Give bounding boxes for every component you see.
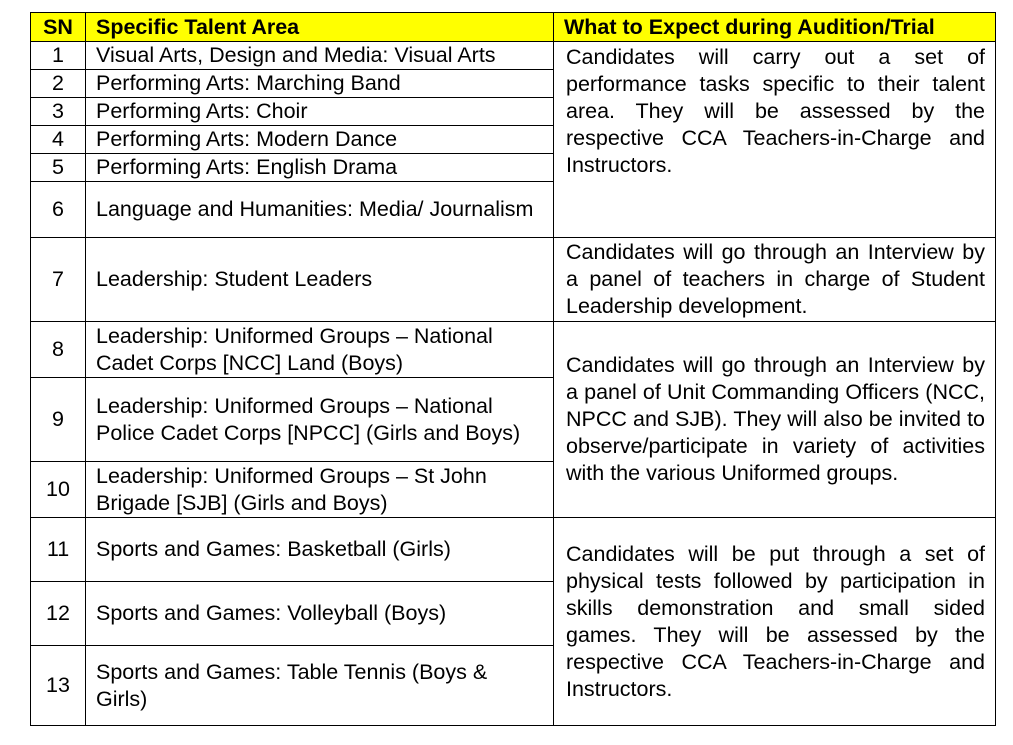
- table-row: [31, 322, 996, 378]
- row-sn: 5: [31, 154, 86, 182]
- row-talent-area: Language and Humanities: Media/ Journalism: [86, 182, 554, 238]
- row-sn: 6: [31, 182, 86, 238]
- expectation-sports: Candidates will be put through a set of physical tests followed by participation in skills demonstration and small sided games. They will be assessed by the respective CCA Teachers-in-Charge and Instructors.: [554, 518, 996, 726]
- table-row: [31, 238, 996, 322]
- row-talent-area: Sports and Games: Table Tennis (Boys & Girls): [86, 646, 554, 726]
- row-sn: 9: [31, 378, 86, 462]
- row-talent-area: Visual Arts, Design and Media: Visual Arts: [86, 42, 554, 70]
- row-talent-area: Performing Arts: English Drama: [86, 154, 554, 182]
- row-sn: 10: [31, 462, 86, 518]
- row-talent-area: Leadership: Uniformed Groups – National Police Cadet Corps [NPCC] (Girls and Boys): [86, 378, 554, 462]
- row-talent-area: Performing Arts: Choir: [86, 98, 554, 126]
- row-sn: 3: [31, 98, 86, 126]
- row-talent-area: Sports and Games: Basketball (Girls): [86, 518, 554, 582]
- row-talent-area: Leadership: Uniformed Groups – St John Brigade [SJB] (Girls and Boys): [86, 462, 554, 518]
- table-row: [31, 518, 996, 582]
- header-expectation: What to Expect during Audition/Trial: [554, 13, 996, 42]
- row-talent-area: Leadership: Student Leaders: [86, 238, 554, 322]
- row-talent-area: Performing Arts: Marching Band: [86, 70, 554, 98]
- row-sn: 8: [31, 322, 86, 378]
- row-sn: 4: [31, 126, 86, 154]
- expectation-leadership: Candidates will go through an Interview by a panel of teachers in charge of Student Leadership development.: [554, 238, 996, 322]
- header-row: [31, 13, 996, 42]
- row-talent-area: Sports and Games: Volleyball (Boys): [86, 582, 554, 646]
- row-sn: 13: [31, 646, 86, 726]
- row-talent-area: Performing Arts: Modern Dance: [86, 126, 554, 154]
- row-sn: 12: [31, 582, 86, 646]
- expectation-uniformed-groups: Candidates will go through an Interview by a panel of Unit Commanding Officers (NCC, NPCC and SJB). They will also be invited to observe/participate in variety of activities with the various Uniformed groups.: [554, 322, 996, 518]
- expectation-performance: Candidates will carry out a set of performance tasks specific to their talent area. They will be assessed by the respective CCA Teachers-in-Charge and Instructors.: [554, 42, 996, 238]
- row-sn: 11: [31, 518, 86, 582]
- talent-audition-table: [30, 12, 996, 726]
- row-sn: 1: [31, 42, 86, 70]
- table-row: [31, 42, 996, 70]
- header-talent-area: Specific Talent Area: [86, 13, 554, 42]
- row-talent-area: Leadership: Uniformed Groups – National Cadet Corps [NCC] Land (Boys): [86, 322, 554, 378]
- header-sn: SN: [31, 13, 86, 42]
- row-sn: 2: [31, 70, 86, 98]
- row-sn: 7: [31, 238, 86, 322]
